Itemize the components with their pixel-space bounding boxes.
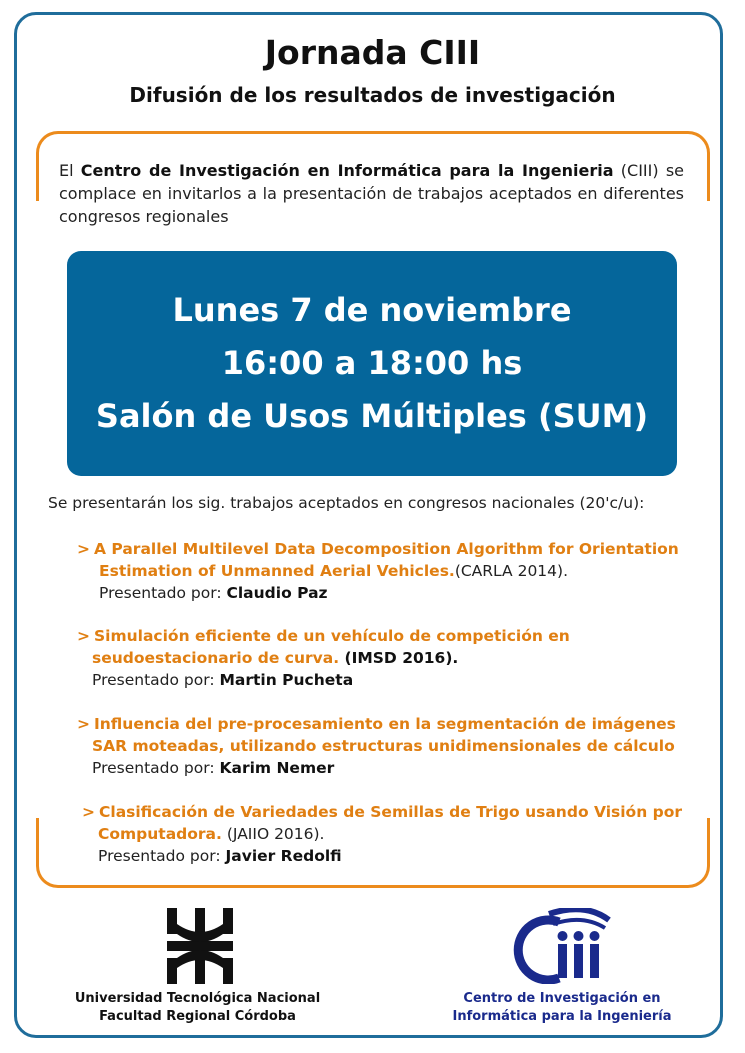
presented-by-label: Presentado por: [92,759,220,777]
work-title-cont: Estimation of Unmanned Aerial Vehicles. [99,562,455,580]
center-name: Centro de Investigación en Informática para la Ingenieria [80,161,614,180]
utn-caption [60,990,335,1026]
intro-paragraph [59,159,684,228]
work-item [77,538,679,604]
intro-text-after: (CIII) se complace en invitarlos a la presentación de trabajos aceptados en diferentes congresos regionales [59,161,684,226]
work-item [77,713,676,779]
presenter-name: Javier Redolfi [225,847,342,865]
works-intro: Se presentarán los sig. trabajos aceptados en congresos nacionales (20'c/u): [48,494,645,512]
work-title-cont: Computadora. [98,825,222,843]
page-title: Jornada CIII [264,33,481,72]
intro-text-before: El [59,161,81,180]
event-info-box [67,251,677,476]
presented-by-label: Presentado por: [98,847,226,865]
page-subtitle: Difusión de los resultados de investigación [129,83,616,107]
presenter-name: Karim Nemer [219,759,335,777]
work-title: A Parallel Multilevel Data Decomposition Algorithm for Orientation [94,540,679,558]
work-title: Simulación eficiente de un vehículo de competición en [94,627,570,645]
arrow-icon: > [77,627,90,645]
presenter-name: Martin Pucheta [219,671,354,689]
work-item [82,801,682,867]
arrow-icon: > [77,715,90,733]
utn-name: Universidad Tecnológica Nacional [74,991,321,1006]
presented-by-label: Presentado por: [92,671,220,689]
utn-logo-icon [167,908,233,984]
work-venue: (IMSD 2016). [339,649,459,667]
work-title: Influencia del pre-procesamiento en la segmentación de imágenes [94,715,676,733]
ciii-name-line1: Centro de Investigación en [463,991,661,1006]
ciii-logo-icon [513,908,615,984]
presenter-name: Claudio Paz [226,584,328,602]
work-item [77,625,570,691]
ciii-caption [437,990,687,1026]
work-venue: (JAIIO 2016). [221,825,325,843]
work-title: Clasificación de Variedades de Semillas de Trigo usando Visión por [99,803,683,821]
presented-by-label: Presentado por: [99,584,227,602]
work-title-cont: seudoestacionario de curva. [92,649,340,667]
work-title-cont: SAR moteadas, utilizando estructuras unidimensionales de cálculo [92,737,675,755]
arrow-icon: > [82,803,95,821]
event-date: Lunes 7 de noviembre [172,291,572,329]
event-place: Salón de Usos Múltiples (SUM) [95,397,649,435]
ciii-name-line2: Informática para la Ingeniería [452,1009,672,1024]
utn-faculty: Facultad Regional Córdoba [99,1009,296,1024]
event-time: 16:00 a 18:00 hs [221,344,523,382]
work-venue: (CARLA 2014). [454,562,568,580]
arrow-icon: > [77,540,90,558]
